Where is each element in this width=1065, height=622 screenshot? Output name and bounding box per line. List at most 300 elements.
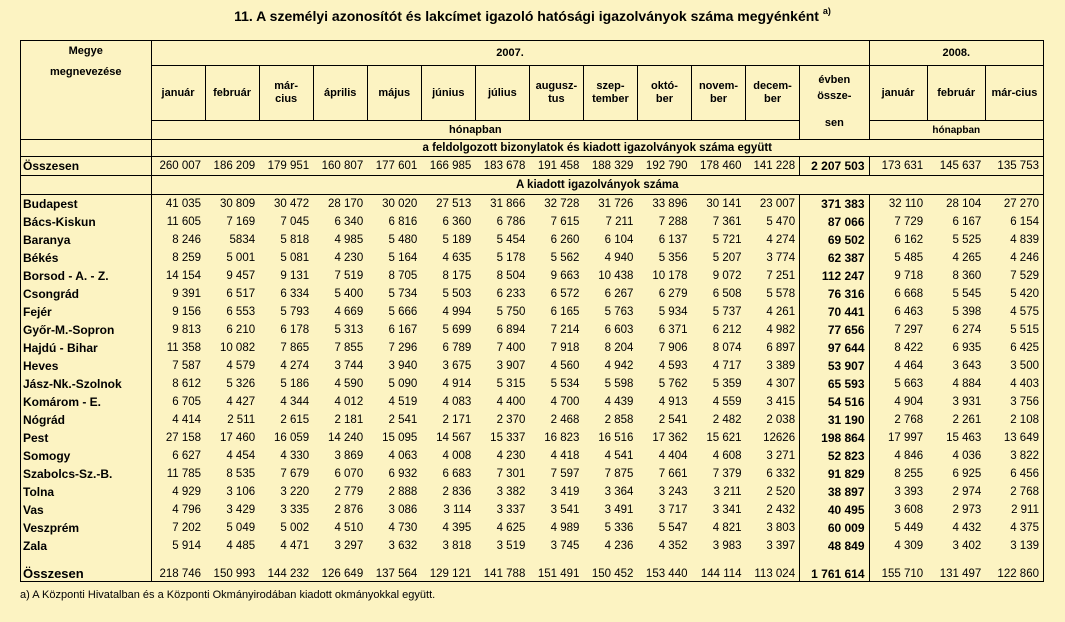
cell-value: 4 929 [172,486,202,498]
cell-value: 3 429 [226,504,256,516]
cell-value: 6 167 [388,324,418,336]
cell-value: 4 432 [952,522,982,534]
cell-value: 30 141 [706,198,742,210]
cell-value: 3 220 [280,486,310,498]
cell-value: 6 553 [226,306,256,318]
cell-value: 5 480 [388,234,418,246]
cell-value: 3 397 [746,537,800,555]
header-line: össze- [817,90,852,102]
row-label: Komárom - E. [21,393,152,411]
cell-value: 4 414 [172,414,202,426]
header-month-2007 [583,66,637,121]
cell-value: 7 361 [712,216,742,228]
table-row [21,339,1044,357]
cell-value: 4 454 [226,450,256,462]
cell-value: 6 935 [952,342,982,354]
footnote: a) A Központi Hivatalban és a Központi Okmányirodában kiadott okmányokkal együtt. [20,589,436,601]
cell-value: 2 432 [746,501,800,519]
cell-value: 6 279 [658,288,688,300]
cell-value: 3 402 [952,540,982,552]
cell-value: 27 513 [436,198,472,210]
header-month-2007 [475,66,529,121]
cell-value: 6 274 [952,324,982,336]
cell-value: 28 170 [328,198,364,210]
cell-value: 7 202 [172,522,202,534]
cell-value: 38 897 [800,483,869,501]
cell-value: 10 178 [652,270,688,282]
cell-value: 7 296 [388,342,418,354]
cell-value: 2 207 503 [800,157,869,176]
cell-value: 3 983 [712,540,742,552]
cell-value: 2 520 [746,483,800,501]
cell-value: 15 337 [490,432,526,444]
cell-value: 2 482 [712,414,742,426]
cell-value: 11 785 [166,468,202,480]
cell-value: 260 007 [151,157,205,176]
cell-value: 7 519 [334,270,364,282]
cell-value: 4 635 [442,252,472,264]
cell-value: 144 232 [259,555,313,582]
cell-value: 11 358 [166,342,202,354]
cell-value: 4 717 [712,360,742,372]
cell-value: 1 761 614 [800,555,869,582]
section-row [21,140,1044,157]
cell-value: 4 796 [172,504,202,516]
cell-value: 6 789 [442,342,472,354]
header-per-month-2007: hónapban [151,121,800,140]
cell-value: 3 632 [388,540,418,552]
cell-value: 2 038 [746,411,800,429]
cell-value: 4 608 [712,450,742,462]
cell-value: 4 236 [604,540,634,552]
cell-value: 6 894 [496,324,526,336]
table-row [21,285,1044,303]
cell-value: 8 175 [442,270,472,282]
header-year-2008: 2008. [869,41,1043,66]
cell-value: 6 334 [280,288,310,300]
header-line: Megye [68,45,103,57]
cell-value: 4 669 [334,306,364,318]
cell-value: 8 204 [604,342,634,354]
cell-value: 5 666 [388,306,418,318]
cell-value: 17 997 [887,432,924,444]
cell-value: 3 907 [496,360,526,372]
cell-value: 8 246 [172,234,202,246]
cell-value: 7 169 [226,216,256,228]
cell-value: 4 821 [712,522,742,534]
header-month-2007 [205,66,259,121]
cell-value: 11 605 [166,216,202,228]
cell-value: 7 297 [894,324,924,336]
cell-value: 27 270 [985,195,1043,214]
cell-value: 91 829 [800,465,869,483]
cell-value: 7 729 [894,216,924,228]
header-line: szep- [596,80,625,92]
row-label: Összesen [21,555,152,582]
cell-value: 6 210 [226,324,256,336]
cell-value: 17 362 [652,432,688,444]
cell-value: 5 049 [226,522,256,534]
cell-value: 4 265 [952,252,982,264]
cell-value: 15 095 [382,432,418,444]
header-line: április [323,86,357,99]
row-label: Hajdú - Bihar [21,339,152,357]
cell-value: 6 165 [550,306,580,318]
cell-value: 153 440 [637,555,691,582]
header-line: évben [818,74,851,86]
cell-value: 5 934 [658,306,688,318]
row-label: Békés [21,249,152,267]
header-month-2007 [367,66,421,121]
cell-value: 4 593 [658,360,688,372]
header-month-2007 [692,66,746,121]
cell-value: 4 940 [604,252,634,264]
cell-value: 4 904 [894,396,924,408]
cell-value: 5 914 [172,540,202,552]
row-label: Heves [21,357,152,375]
cell-value: 4 994 [442,306,472,318]
cell-value: 6 463 [894,306,924,318]
cell-value: 4 063 [388,450,418,462]
header-line: január [161,86,195,99]
cell-value: 8 360 [952,270,982,282]
cell-value: 6 572 [550,288,580,300]
cell-value: 3 337 [496,504,526,516]
cell-value: 4 913 [658,396,688,408]
cell-value: 4 510 [334,522,364,534]
cell-value: 5 734 [388,288,418,300]
cell-value: 5 400 [334,288,364,300]
header-per-month-2008: hónapban [869,121,1043,140]
row-label: Győr-M.-Sopron [21,321,152,339]
table-row [21,465,1044,483]
cell-value: 166 985 [421,157,475,176]
cell-value: 4 230 [496,450,526,462]
cell-value: 151 491 [529,555,583,582]
table-row [21,213,1044,231]
cell-value: 7 875 [604,468,634,480]
cell-value: 3 419 [550,486,580,498]
cell-value: 4 036 [952,450,982,462]
cell-value: 5 315 [496,378,526,390]
cell-value: 6 603 [604,324,634,336]
cell-value: 4 590 [334,378,364,390]
cell-value: 3 541 [550,504,580,516]
cell-value: 31 190 [800,411,869,429]
cell-value: 4 839 [985,231,1043,249]
cell-value: 7 379 [712,468,742,480]
cell-value: 8 422 [894,342,924,354]
header-year-2007: 2007. [151,41,869,66]
cell-value: 4 519 [388,396,418,408]
cell-value: 5 750 [496,306,526,318]
cell-value: 3 744 [334,360,364,372]
cell-value: 122 860 [985,555,1043,582]
cell-value: 7 400 [496,342,526,354]
cell-value: 126 649 [313,555,367,582]
row-label: Csongrád [21,285,152,303]
cell-value: 4 846 [894,450,924,462]
cell-value: 5 356 [658,252,688,264]
header-month-2007 [313,66,367,121]
cell-value: 3 675 [442,360,472,372]
row-label: Veszprém [21,519,152,537]
cell-value: 179 951 [259,157,313,176]
cell-value: 3 500 [985,357,1043,375]
row-label: Összesen [21,157,152,176]
header-line: február [213,86,252,99]
cell-value: 65 593 [800,375,869,393]
cell-value: 5 721 [712,234,742,246]
cell-value: 2 171 [442,414,472,426]
title-footnote-mark: a) [822,6,831,16]
header-line: július [487,86,517,99]
cell-value: 8 259 [172,252,202,264]
cell-value: 6 154 [985,213,1043,231]
cell-value: 4 400 [496,396,526,408]
cell-value: 3 364 [604,486,634,498]
row-label: Bács-Kiskun [21,213,152,231]
cell-value: 2 468 [550,414,580,426]
cell-value: 150 993 [205,555,259,582]
cell-value: 177 601 [367,157,421,176]
cell-value: 8 504 [496,270,526,282]
cell-value: 218 746 [151,555,205,582]
cell-value: 6 786 [496,216,526,228]
table-row [21,357,1044,375]
cell-value: 4 330 [280,450,310,462]
cell-value: 4 982 [746,321,800,339]
header-line: októ- [651,80,678,92]
header-month-2007 [151,66,205,121]
cell-value: 4 575 [985,303,1043,321]
cell-value: 141 788 [475,555,529,582]
cell-value: 5 189 [442,234,472,246]
cell-value: 6 456 [985,465,1043,483]
cell-value: 2 541 [388,414,418,426]
header-month-2008: február [927,66,985,121]
row-label: Pest [21,429,152,447]
header-line: tember [592,93,629,105]
cell-value: 30 020 [382,198,418,210]
cell-value: 5 818 [280,234,310,246]
cell-value: 6 167 [952,216,982,228]
cell-value: 5 485 [894,252,924,264]
cell-value: 16 823 [544,432,580,444]
cell-value: 3 335 [280,504,310,516]
cell-value: 2 836 [442,486,472,498]
cell-value: 4 230 [334,252,364,264]
cell-value: 10 438 [598,270,634,282]
cell-value: 14 567 [436,432,472,444]
header-month-2007 [637,66,691,121]
cell-value: 30 809 [219,198,256,210]
cell-value: 9 718 [894,270,924,282]
cell-value: 9 813 [172,324,202,336]
row-label: Nógrád [21,411,152,429]
header-line: decem- [753,80,792,92]
cell-value: 2 181 [334,414,364,426]
header-month-2007 [259,66,313,121]
cell-value: 141 228 [746,157,800,176]
cell-value: 4 008 [442,450,472,462]
cell-value: 13 649 [985,429,1043,447]
cell-value: 6 816 [388,216,418,228]
cell-value: 4 560 [550,360,580,372]
cell-value: 15 463 [946,432,982,444]
cell-value: 4 485 [226,540,256,552]
table-row [21,411,1044,429]
cell-value: 3 940 [388,360,418,372]
cell-value: 15 621 [706,432,742,444]
cell-value: 7 587 [172,360,202,372]
header-row-unit [21,121,1044,140]
cell-value: 5 359 [712,378,742,390]
cell-value: 2 511 [227,414,256,426]
header-month-2007 [529,66,583,121]
cell-value: 9 156 [172,306,202,318]
cell-value: 4 427 [226,396,256,408]
cell-value: 7 045 [280,216,310,228]
section-title: A kiadott igazolványok száma [151,176,1043,195]
cell-value: 3 106 [226,486,256,498]
header-line: június [432,86,465,99]
cell-value: 6 260 [550,234,580,246]
cell-value: 4 700 [550,396,580,408]
cell-value: 135 753 [985,157,1043,176]
cell-value: 113 024 [746,555,800,582]
header-line: már- [274,80,299,92]
header-line: cius [275,93,298,105]
cell-value: 5 420 [985,285,1043,303]
cell-value: 9 391 [172,288,202,300]
cell-value: 31 726 [598,198,634,210]
cell-value: 6 332 [746,465,800,483]
cell-value: 145 637 [927,157,985,176]
cell-value: 6 104 [604,234,634,246]
cell-value: 7 615 [550,216,580,228]
cell-value: 2 768 [894,414,924,426]
cell-value: 186 209 [205,157,259,176]
cell-value: 9 131 [280,270,310,282]
cell-value: 31 866 [490,198,526,210]
cell-value: 60 009 [800,519,869,537]
table-title [0,8,1065,24]
cell-value: 5 562 [550,252,580,264]
cell-value: 27 158 [165,432,202,444]
cell-value: 3 818 [442,540,472,552]
header-line: megnevezése [49,66,122,78]
cell-value: 5 793 [280,306,310,318]
cell-value: 150 452 [583,555,637,582]
cell-value: 3 211 [713,486,742,498]
cell-value: 5 178 [496,252,526,264]
cell-value: 5 449 [894,522,924,534]
table-row [21,375,1044,393]
cell-value: 4 403 [985,375,1043,393]
row-label: Somogy [21,447,152,465]
cell-value: 4 559 [712,396,742,408]
table-row [21,249,1044,267]
cell-value: 4 579 [226,360,256,372]
cell-value: 2 108 [985,411,1043,429]
cell-value: 112 247 [800,267,869,285]
cell-value: 14 240 [328,432,364,444]
cell-value: 6 070 [334,468,364,480]
header-row-months [21,66,1044,121]
cell-value: 3 803 [746,519,800,537]
cell-value: 6 178 [280,324,310,336]
cell-value: 3 271 [746,447,800,465]
cell-value: 4 989 [550,522,580,534]
cell-value: 2 261 [952,414,982,426]
cell-value: 30 472 [273,198,310,210]
cell-value: 7 597 [550,468,580,480]
summary-row [21,157,1044,176]
cell-value: 371 383 [800,195,869,214]
cell-value: 192 790 [637,157,691,176]
cell-value: 160 807 [313,157,367,176]
cell-value: 16 516 [598,432,634,444]
cell-value: 33 896 [652,198,688,210]
table-row [21,195,1044,214]
cell-value: 4 985 [334,234,364,246]
table-row [21,231,1044,249]
cell-value: 2 768 [985,483,1043,501]
cell-value: 2 370 [496,414,526,426]
cell-value: 2 615 [280,414,310,426]
cell-value: 6 137 [658,234,688,246]
cell-value: 32 728 [544,198,580,210]
cell-value: 4 541 [604,450,634,462]
cell-value: 2 911 [985,501,1043,519]
cell-value: 53 907 [800,357,869,375]
cell-value: 5 699 [442,324,472,336]
cell-value: 3 389 [746,357,800,375]
cell-value: 7 301 [496,468,526,480]
cell-value: 3 491 [604,504,634,516]
cell-value: 4 352 [658,540,688,552]
cell-value: 3 382 [496,486,526,498]
cell-value: 4 418 [550,450,580,462]
cell-value: 5 598 [604,378,634,390]
cell-value: 5 545 [952,288,982,300]
cell-value: 4 375 [985,519,1043,537]
row-label: Budapest [21,195,152,214]
cell-value: 7 865 [280,342,310,354]
cell-value: 17 460 [219,432,256,444]
row-label: Jász-Nk.-Szolnok [21,375,152,393]
cell-value: 191 458 [529,157,583,176]
cell-value: 183 678 [475,157,529,176]
cell-value: 3 756 [985,393,1043,411]
cell-value: 6 897 [746,339,800,357]
cell-value: 7 918 [550,342,580,354]
table-row [21,447,1044,465]
cell-value: 6 517 [226,288,256,300]
cell-value: 69 502 [800,231,869,249]
table-row [21,519,1044,537]
cell-value: 8 612 [172,378,202,390]
header-line: sen [824,117,844,129]
data-table [20,40,1044,582]
row-label: Szabolcs-Sz.-B. [21,465,152,483]
cell-value: 4 942 [604,360,634,372]
cell-value: 3 086 [388,504,418,516]
cell-value: 4 471 [280,540,310,552]
cell-value: 3 114 [443,504,472,516]
cell-value: 48 849 [800,537,869,555]
